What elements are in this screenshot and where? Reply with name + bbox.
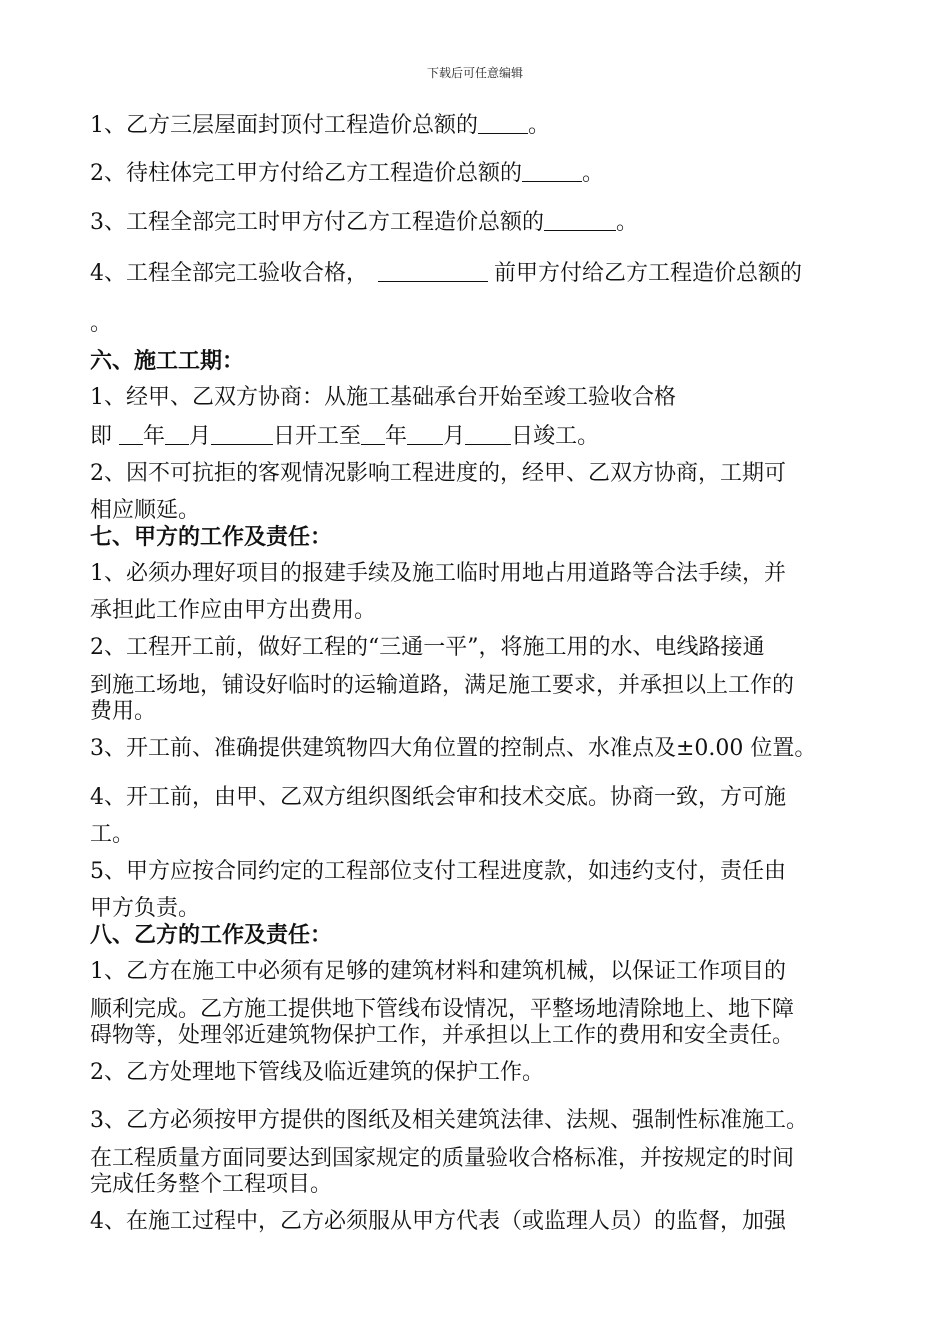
blank-field (478, 113, 528, 134)
s8-line-2: 顺利完成。乙方施工提供地下管线布设情况，平整场地清除地上、地下障 (90, 997, 795, 1022)
blank-field (465, 424, 511, 445)
s6-line-1: 1、经甲、乙双方协商：从施工基础承台开始至竣工验收合格 (90, 385, 676, 410)
blank-field (165, 424, 189, 445)
blank-field (544, 210, 616, 231)
s6-line-4: 相应顺延。 (90, 498, 201, 523)
s6-line-3: 2、因不可抗拒的客观情况影响工程进度的，经甲、乙双方协商，工期可 (90, 461, 786, 486)
text: 。 (582, 161, 605, 186)
blank-field (361, 424, 385, 445)
s7-line-8: 工。 (90, 822, 135, 847)
blank-field (378, 261, 488, 282)
payment-line-2 (90, 160, 604, 188)
blank-field (407, 424, 443, 445)
text: 年 (385, 424, 408, 449)
s8-line-4: 2、乙方处理地下管线及临近建筑的保护工作。 (90, 1060, 544, 1085)
s8-line-3: 碍物等，处理邻近建筑物保护工作，并承担以上工作的费用和安全责任。 (90, 1023, 795, 1048)
s8-line-6: 在工程质量方面同要达到国家规定的质量验收合格标准，并按规定的时间 (90, 1146, 795, 1171)
text: 即 (90, 424, 119, 449)
text: 月 (443, 424, 466, 449)
text: 日开工至 (273, 424, 362, 449)
blank-field (522, 161, 582, 182)
text: 前甲方付给乙方工程造价总额的 (494, 261, 803, 286)
s7-line-1: 1、必须办理好项目的报建手续及施工临时用地占用道路等合法手续，并 (90, 561, 786, 586)
s8-line-5: 3、乙方必须按甲方提供的图纸及相关建筑法律、法规、强制性标准施工。 (90, 1108, 808, 1133)
text: 年 (143, 424, 166, 449)
text: 4、工程全部完工验收合格， (90, 261, 368, 286)
section-6-title: 六、施工工期： (90, 348, 245, 374)
s7-line-6: 3、开工前、准确提供建筑物四大角位置的控制点、水准点及±0.00 位置。 (90, 736, 817, 761)
text: 。 (616, 210, 639, 235)
text: 1、乙方三层屋面封顶付工程造价总额的 (90, 113, 478, 138)
section-8-title: 八、乙方的工作及责任： (90, 922, 333, 948)
s6-line-2 (90, 423, 599, 451)
text: 。 (528, 113, 551, 138)
text: 月 (189, 424, 212, 449)
s7-line-2: 承担此工作应由甲方出费用。 (90, 598, 377, 623)
blank-field (211, 424, 273, 445)
text: 2、待柱体完工甲方付给乙方工程造价总额的 (90, 161, 522, 186)
payment-line-4 (90, 260, 802, 288)
text: 日竣工。 (511, 424, 600, 449)
blank-field (119, 424, 143, 445)
payment-line-1 (90, 112, 550, 140)
s7-line-4: 到施工场地，铺设好临时的运输道路，满足施工要求，并承担以上工作的 (90, 673, 795, 698)
payment-line-3 (90, 209, 638, 237)
s7-line-3: 2、工程开工前，做好工程的“三通一平”，将施工用的水、电线路接通 (90, 635, 765, 660)
payment-line-4-tail: 。 (90, 311, 113, 336)
s8-line-8: 4、在施工过程中，乙方必须服从甲方代表（或监理人员）的监督，加强 (90, 1209, 786, 1234)
section-7-title: 七、甲方的工作及责任： (90, 524, 333, 550)
s8-line-1: 1、乙方在施工中必须有足够的建筑材料和建筑机械，以保证工作项目的 (90, 959, 786, 984)
s7-line-5: 费用。 (90, 699, 157, 724)
s7-line-10: 甲方负责。 (90, 896, 201, 921)
text: 3、工程全部完工时甲方付乙方工程造价总额的 (90, 210, 544, 235)
page-header: 下载后可任意编辑 (426, 66, 523, 80)
s7-line-7: 4、开工前，由甲、乙双方组织图纸会审和技术交底。协商一致，方可施 (90, 785, 786, 810)
s7-line-9: 5、甲方应按合同约定的工程部位支付工程进度款，如违约支付，责任由 (90, 859, 786, 884)
s8-line-7: 完成任务整个工程项目。 (90, 1172, 333, 1197)
